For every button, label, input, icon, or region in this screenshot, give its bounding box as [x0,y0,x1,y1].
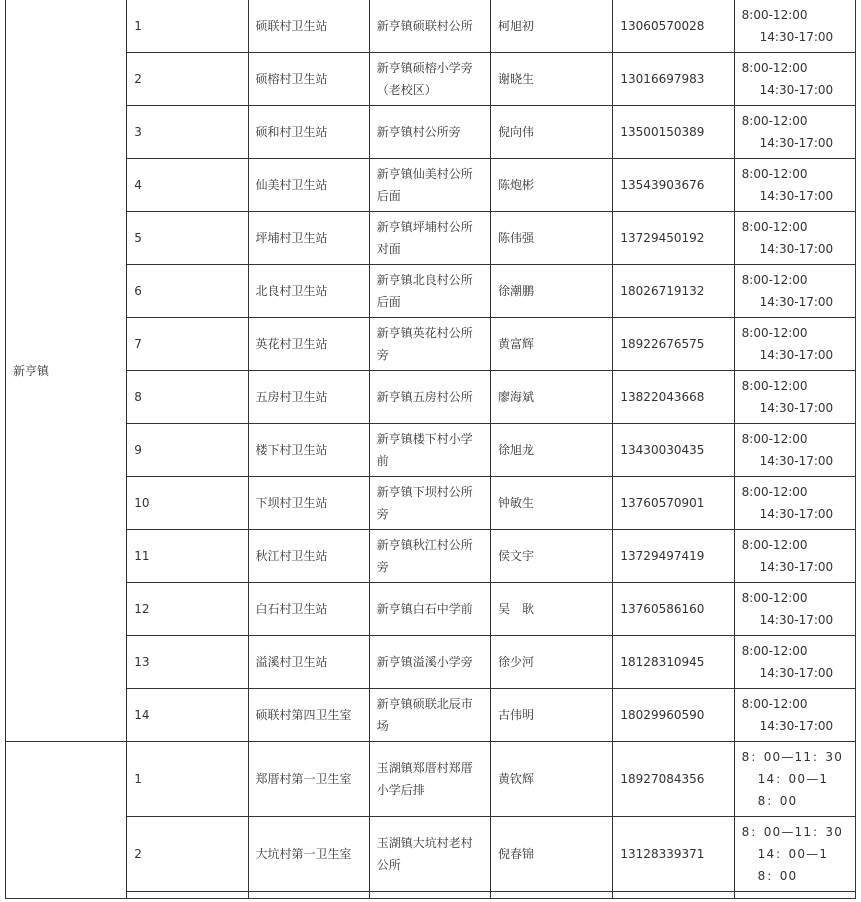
contact-person-cell: 柯旭初 [491,0,613,53]
hours-cell [734,265,855,318]
morning-hours: 8:00-12:00 [741,379,808,393]
clinic-name-cell: 英花村卫生站 [248,318,369,371]
address-cell: 玉湖镇郑厝村郑厝小学后排 [369,742,490,817]
hours-cell [734,689,855,742]
morning-hours: 8:00-12:00 [741,591,808,605]
contact-person-cell: 徐潮鹏 [491,265,613,318]
clinic-table [5,0,856,899]
afternoon-hours: 14:30-17:00 [759,507,834,521]
clinic-name-cell: 秋江村卫生站 [248,530,369,583]
table-row [6,159,856,212]
contact-person-cell: 倪春锦 [491,817,613,892]
clinic-name-cell: 硕联村卫生站 [248,0,369,53]
table-row [6,689,856,742]
address-cell: 新亨镇秋江村公所旁 [369,530,490,583]
morning-hours: 8：00—11：30 [741,825,844,839]
empty-cell [734,892,855,899]
clinic-name-cell: 仙美村卫生站 [248,159,369,212]
empty-cell [127,892,248,899]
phone-cell: 13760586160 [613,583,734,636]
table-row [6,892,856,899]
afternoon-hours: 14:30-17:00 [759,666,834,680]
phone-cell: 18128310945 [613,636,734,689]
address-cell: 新亨镇村公所旁 [369,106,490,159]
row-number-cell: 12 [127,583,248,636]
contact-person-cell: 黄富辉 [491,318,613,371]
afternoon-hours: 14:30-17:00 [759,295,834,309]
contact-person-cell: 钟敏生 [491,477,613,530]
hours-cell [734,159,855,212]
morning-hours: 8:00-12:00 [741,326,808,340]
phone-cell: 18029960590 [613,689,734,742]
hours-cell [734,106,855,159]
hours-cell [734,817,855,892]
phone-cell: 18922676575 [613,318,734,371]
contact-person-cell: 廖海斌 [491,371,613,424]
afternoon-hours: 14:30-17:00 [759,136,834,150]
clinic-name-cell: 硕榕村卫生站 [248,53,369,106]
morning-hours: 8:00-12:00 [741,220,808,234]
phone-cell: 18026719132 [613,265,734,318]
hours-cell [734,636,855,689]
address-cell: 新亨镇硕联村公所 [369,0,490,53]
address-cell: 新亨镇北良村公所后面 [369,265,490,318]
afternoon-hours: 14:30-17:00 [759,348,834,362]
phone-cell: 13128339371 [613,817,734,892]
contact-person-cell: 黄钦辉 [491,742,613,817]
morning-hours: 8:00-12:00 [741,273,808,287]
morning-hours: 8:00-12:00 [741,61,808,75]
table-row [6,742,856,817]
morning-hours: 8:00-12:00 [741,167,808,181]
hours-cell [734,742,855,817]
row-number-cell: 1 [127,0,248,53]
contact-person-cell: 徐旭龙 [491,424,613,477]
contact-person-cell: 徐少河 [491,636,613,689]
row-number-cell: 6 [127,265,248,318]
table-body [6,0,856,899]
table-row [6,424,856,477]
morning-hours: 8:00-12:00 [741,538,808,552]
empty-cell [248,892,369,899]
empty-cell [613,892,734,899]
town-cell: 新亨镇 [6,0,127,742]
table-row [6,636,856,689]
clinic-name-cell: 楼下村卫生站 [248,424,369,477]
address-cell: 玉湖镇大坑村老村公所 [369,817,490,892]
empty-cell [369,892,490,899]
afternoon-hours: 14:30-17:00 [759,30,834,44]
table-row [6,371,856,424]
phone-cell: 13543903676 [613,159,734,212]
afternoon-hours: 14:30-17:00 [759,83,834,97]
contact-person-cell: 陈伟强 [491,212,613,265]
hours-cell [734,212,855,265]
phone-cell: 13430030435 [613,424,734,477]
clinic-name-cell: 五房村卫生站 [248,371,369,424]
phone-cell: 13016697983 [613,53,734,106]
table-row [6,817,856,892]
table-row [6,530,856,583]
address-cell: 新亨镇溢溪小学旁 [369,636,490,689]
contact-person-cell: 倪向伟 [491,106,613,159]
empty-cell [491,892,613,899]
address-cell: 新亨镇坪埔村公所对面 [369,212,490,265]
row-number-cell: 13 [127,636,248,689]
row-number-cell: 8 [127,371,248,424]
table-row [6,583,856,636]
hours-cell [734,371,855,424]
row-number-cell: 2 [127,817,248,892]
table-row [6,318,856,371]
contact-person-cell: 吴 耿 [491,583,613,636]
contact-person-cell: 侯文宇 [491,530,613,583]
address-cell: 新亨镇下坝村公所旁 [369,477,490,530]
morning-hours: 8:00-12:00 [741,697,808,711]
address-cell: 新亨镇仙美村公所后面 [369,159,490,212]
hours-cell [734,424,855,477]
hours-cell [734,318,855,371]
hours-cell [734,530,855,583]
table-row [6,477,856,530]
row-number-cell: 11 [127,530,248,583]
morning-hours: 8：00—11：30 [741,750,844,764]
afternoon-hours: 14:30-17:00 [759,401,834,415]
morning-hours: 8:00-12:00 [741,114,808,128]
clinic-name-cell: 坪埔村卫生站 [248,212,369,265]
phone-cell: 13500150389 [613,106,734,159]
row-number-cell: 10 [127,477,248,530]
row-number-cell: 9 [127,424,248,477]
afternoon-hours: 14：00—18：00 [757,772,829,808]
morning-hours: 8:00-12:00 [741,432,808,446]
row-number-cell: 3 [127,106,248,159]
row-number-cell: 1 [127,742,248,817]
contact-person-cell: 谢晓生 [491,53,613,106]
hours-cell [734,0,855,53]
address-cell: 新亨镇英花村公所旁 [369,318,490,371]
row-number-cell: 5 [127,212,248,265]
hours-cell [734,53,855,106]
address-cell: 新亨镇楼下村小学前 [369,424,490,477]
clinic-name-cell: 硕联村第四卫生室 [248,689,369,742]
hours-cell [734,583,855,636]
town-cell [6,742,127,899]
phone-cell: 13760570901 [613,477,734,530]
clinic-name-cell: 大坑村第一卫生室 [248,817,369,892]
afternoon-hours: 14:30-17:00 [759,242,834,256]
contact-person-cell: 古伟明 [491,689,613,742]
table-row [6,0,856,53]
row-number-cell: 7 [127,318,248,371]
afternoon-hours: 14：00—18：00 [757,847,829,883]
clinic-name-cell: 溢溪村卫生站 [248,636,369,689]
morning-hours: 8:00-12:00 [741,8,808,22]
afternoon-hours: 14:30-17:00 [759,719,834,733]
morning-hours: 8:00-12:00 [741,644,808,658]
table-row [6,53,856,106]
row-number-cell: 14 [127,689,248,742]
table-row [6,265,856,318]
phone-cell: 18927084356 [613,742,734,817]
table-row [6,212,856,265]
clinic-name-cell: 北良村卫生站 [248,265,369,318]
morning-hours: 8:00-12:00 [741,485,808,499]
clinic-name-cell: 白石村卫生站 [248,583,369,636]
phone-cell: 13822043668 [613,371,734,424]
afternoon-hours: 14:30-17:00 [759,189,834,203]
contact-person-cell: 陈炮彬 [491,159,613,212]
address-cell: 新亨镇硕榕小学旁（老校区） [369,53,490,106]
clinic-name-cell: 郑厝村第一卫生室 [248,742,369,817]
address-cell: 新亨镇硕联北辰市场 [369,689,490,742]
afternoon-hours: 14:30-17:00 [759,560,834,574]
phone-cell: 13060570028 [613,0,734,53]
row-number-cell: 2 [127,53,248,106]
afternoon-hours: 14:30-17:00 [759,454,834,468]
clinic-name-cell: 硕和村卫生站 [248,106,369,159]
hours-cell [734,477,855,530]
afternoon-hours: 14:30-17:00 [759,613,834,627]
phone-cell: 13729450192 [613,212,734,265]
row-number-cell: 4 [127,159,248,212]
address-cell: 新亨镇五房村公所 [369,371,490,424]
table-row [6,106,856,159]
address-cell: 新亨镇白石中学前 [369,583,490,636]
phone-cell: 13729497419 [613,530,734,583]
clinic-name-cell: 下坝村卫生站 [248,477,369,530]
